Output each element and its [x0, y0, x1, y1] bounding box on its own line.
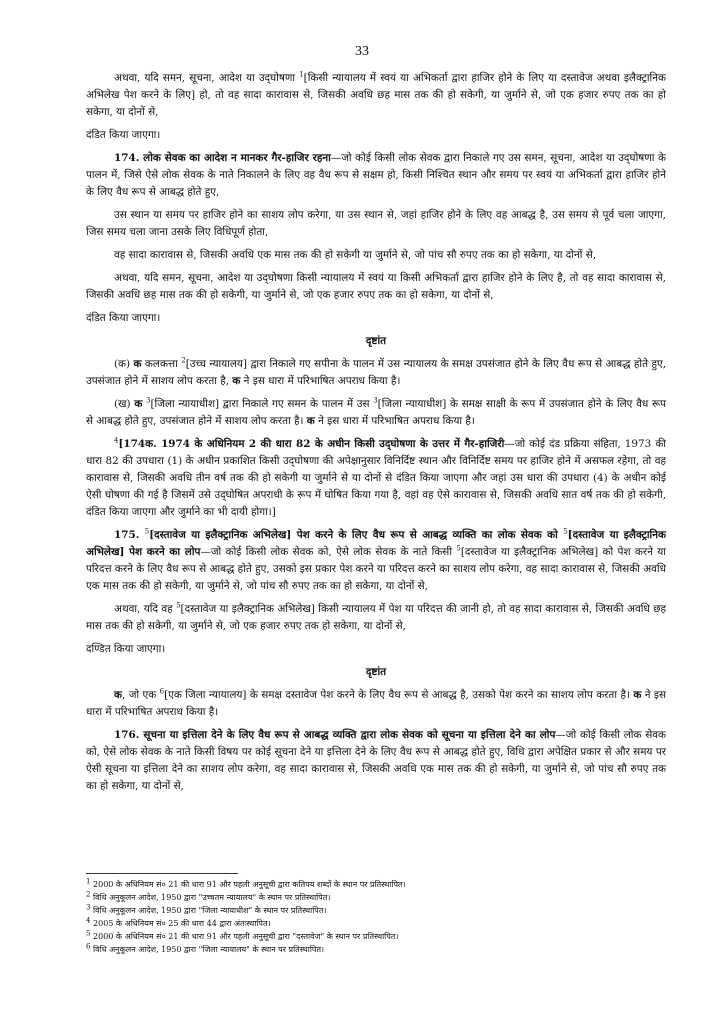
text-run: अथवा, यदि समन, सूचना, आदेश या उद्‌घोषणा किसी न्यायालय में स्वयं या किसी अभिकर्ता द्वारा हाजिर होने के लिए है, तो वह सादा कारावास से, जिसकी अवधि छह मास तक की हो सकेगी, या जुर्माने से, जो एक हजार रुपए तक का हो सकेगा, या दोनों से, — [86, 272, 666, 301]
text-run: कलकत्ता — [141, 358, 182, 370]
text-run: [किसी न्यायालय में स्वयं या अभिकर्ता द्वारा हाजिर होने के लिए या दस्तावेज अथवा इलैक्ट्रानिक अभिलेख पेश करने के लिए] हो, तो वह सादा कारावास से, जिसकी अवधि छह मास तक की हो सकेगी, या जुर्माने से, जो एक हजार रुपए तक का हो सकेगा, या दोनों से, — [86, 72, 666, 118]
footnote-number: 3 — [86, 903, 91, 912]
text-run: ने इस धारा में परिभाषित अपराध किया है। — [314, 415, 475, 427]
footnote-ref: 2 — [181, 356, 186, 365]
footnote-ref: 4 — [114, 436, 119, 445]
footnote — [86, 917, 666, 930]
text-run: दृष्टांत — [365, 335, 387, 347]
footnote-ref: 3 — [373, 396, 378, 405]
footnote-text: विधि अनुकूलन आदेश, 1950 द्वारा "जिला न्यायाधीश" के स्थान पर प्रतिस्थापित। — [90, 906, 327, 915]
paragraph — [86, 356, 666, 390]
footnote-text: 2005 के अधिनियम सं० 25 की धारा 44 द्वारा अंतःस्थापित। — [90, 919, 271, 928]
footnote-ref: 5 — [456, 544, 461, 553]
paragraph — [86, 310, 666, 327]
text-run: , जो एक — [121, 689, 160, 701]
paragraph — [86, 641, 666, 658]
paragraph — [86, 247, 666, 264]
bold-text: क — [232, 375, 241, 387]
bold-text: क — [134, 398, 143, 410]
bold-text: [दस्तावेज या इलैक्ट्रानिक अभिलेख] पेश करने का लोप — [86, 529, 666, 558]
footnote — [86, 878, 666, 891]
footnote-number: 2 — [86, 890, 91, 899]
footnote — [86, 943, 666, 956]
text-run: (क) — [114, 358, 134, 370]
text-run: दण्डित किया जाएगा। — [86, 643, 166, 655]
footnote-ref: 5 — [176, 601, 181, 610]
text-run: —जो कोई दंड प्रक्रिया संहिता, 1973 की धारा 82 की उपधारा (1) के अधीन प्रकाशित किसी उद्‌घोषणा की अपेक्षानुसार विनिर्दिष्ट स्थान और विनिर्दिष्ट समय पर हाजिर होने में असफल रहेगा, तो वह कारावास से, जिसकी अवधि तीन वर्ष तक की हो सकेगी या जुर्माने से या दोनों से दंडित किया जाएगा और जहां उस धारा की उपधारा (4) के अधीन कोई ऐसी घोषणा की गई है जिसमें उसे उद्‌घोषित अपराधी के रूप में घोषित किया गया है, वहां वह ऐसे कारावास से, जिसकी अवधि सात वर्ष तक की हो सकेगी, दंडित किया जाएगा और जुर्माने का भी दायी होगा।] — [86, 438, 666, 518]
text-run: अथवा, यदि समन, सूचना, आदेश या उद्‌घोषणा — [114, 72, 300, 84]
bold-text: 176. सूचना या इत्तिला देने के लिए वैध रूप से आबद्ध व्यक्ति द्वारा लोक सेवक को सूचना या इत्तिला देने का लोप — [114, 729, 556, 741]
paragraph — [86, 270, 666, 304]
footnote — [86, 904, 666, 917]
text-run: —जो कोई किसी लोक सेवक को, ऐसे लोक सेवक के नाते किसी — [200, 546, 457, 558]
footnote — [86, 891, 666, 904]
paragraph — [86, 687, 666, 721]
footnote-divider — [86, 873, 238, 874]
paragraph — [86, 727, 666, 795]
paragraph — [86, 396, 666, 430]
bold-text: क — [306, 415, 315, 427]
paragraph — [86, 150, 666, 201]
paragraph — [86, 601, 666, 635]
text-run: —जो कोई किसी लोक सेवक द्वारा निकाले गए उस समन, सूचना, आदेश या उद्‌घोषणा के पालन में, जिसे ऐसे लोक सेवक के नाते निकालने के लिए वह वैध रूप से सक्षम हो, किसी निश्चित स्थान और समय पर स्वयं या अभिकर्ता द्वारा हाजिर होने के लिए वैध रूप से आबद्ध होते हुए, — [86, 152, 667, 198]
bold-text: क — [633, 689, 642, 701]
text-run: ने इस धारा में परिभाषित अपराध किया है। — [86, 689, 667, 718]
text-run: वह सादा कारावास से, जिसकी अवधि एक मास तक की हो सकेगी या जुर्माने से, जो पांच सौ रुपए तक का हो सकेगा, या दोनों से, — [114, 249, 597, 261]
footnote-ref: 5 — [563, 527, 568, 536]
footnote-ref: 3 — [146, 396, 151, 405]
paragraph — [86, 527, 666, 595]
text-run: [दस्तावेज या इलैक्ट्रानिक अभिलेख] किसी न्यायालय में पेश या परिदत्त की जानी हो, तो वह सादा कारावास से, जिसकी अवधि छह मास तक की हो सकेगी, या जुर्माने से, जो एक हजार रुपए तक हो सकेगा, या दोनों से, — [86, 603, 666, 632]
footnote-text: 2000 के अधिनियम सं० 21 की धारा 91 और पहली अनुसूची द्वारा कतिपय शब्दों के स्थान पर प्रतिस्थापित। — [90, 880, 406, 889]
illustration-heading — [86, 333, 666, 350]
footnote-number: 1 — [86, 877, 91, 886]
bold-text: क — [114, 689, 122, 701]
text-run: [उच्च न्यायालय] द्वारा निकाले गए सपीना के पालन में उस न्यायालय के समक्ष उपसंजात होने के लिए वैध रूप से आबद्ध होते हुए, उपसंजात होने में साशय लोप करता है, — [86, 358, 667, 387]
text-run: [दस्तावेज या इलैक्ट्रानिक अभिलेख] को पेश करने या परिदत्त करने के लिए वैध रूप से आबद्ध होते हुए, उसको इस प्रकार पेश करने या परिदत्त करने का साशय लोप करेगा, वह सादा कारावास से, जिसकी अवधि एक मास तक की हो सकेगी, या जुर्माने से, जो पांच सौ रुपए तक का हो सकेगा, या दोनों से, — [86, 546, 666, 592]
bold-text: 174. लोक सेवक का आदेश न मानकर गैर-हाजिर रहना — [114, 152, 331, 164]
illustration-heading — [86, 664, 666, 681]
bold-text: क — [133, 358, 142, 370]
page-number: 33 — [355, 44, 369, 59]
footnote-ref: 5 — [144, 527, 150, 536]
text-run: [जिला न्यायाधीश] के समक्ष साक्षी के रूप में उपसंजात होने के लिए वैध रूप से आबद्ध होते हुए, उपसंजात होने में साशय लोप करता है। — [86, 398, 666, 427]
footnote-ref: 6 — [159, 687, 165, 696]
footnote-text: 2000 के अधिनियम सं० 21 की धारा 91 और पहली अनुसूची द्वारा "दस्तावेज" के स्थान पर प्रतिस्थापित। — [90, 932, 399, 941]
text-run: दंडित किया जाएगा। — [86, 312, 161, 324]
text-run: —जो कोई किसी लोक सेवक को, ऐसे लोक सेवक के नाते किसी विषय पर कोई सूचना देने या इत्तिला देने के लिए वैध रूप से आबद्ध होते हुए, विधि द्वारा अपेक्षित प्रकार से और समय पर ऐसी सूचना या इत्तिला देने का साशय लोप करेगा, वह सादा कारावास से, जिसकी अवधि एक मास तक की हो सकेगी, या जुर्माने से, जो पांच सौ रुपए तक का हो सकेगा, या दोनों से, — [86, 729, 666, 792]
text-run: उस स्थान या समय पर हाजिर होने का साशय लोप करेगा, या उस स्थान से, जहां हाजिर होने के लिए वह आबद्ध है, उस समय से पूर्व चला जाएगा, जिस समय चला जाना उसके लिए विधिपूर्ण होता, — [86, 209, 666, 238]
paragraph — [86, 207, 666, 241]
footnote-number: 6 — [86, 942, 91, 951]
paragraph — [86, 127, 666, 144]
bold-text: [दस्तावेज या इलैक्ट्रानिक अभिलेख] पेश करने के लिए वैध रूप से आबद्ध व्यक्ति का लोक सेवक को — [149, 529, 564, 541]
footnote — [86, 930, 666, 943]
document-body — [86, 70, 666, 801]
paragraph — [86, 70, 666, 121]
footnote-ref: 1 — [299, 70, 304, 79]
footnote-text: विधि अनुकूलन आदेश, 1950 द्वारा "उच्चतम न्यायालय" के स्थान पर प्रतिस्थापित। — [90, 893, 331, 902]
text-run: (ख) — [114, 398, 135, 410]
text-run: ने इस धारा में परिभाषित अपराध किया है। — [240, 375, 401, 387]
text-run: अथवा, यदि वह — [114, 603, 177, 615]
text-run: दृष्टांत — [365, 666, 387, 678]
bold-text: 175. — [114, 529, 145, 541]
bold-text: [174क. 1974 के अधिनियम 2 की धारा 82 के अधीन किसी उद्‌घोषणा के उत्तर में गैर-हाजिरी — [118, 438, 505, 450]
footnote-text: विधि अनुकूलन आदेश, 1950 द्वारा "जिला न्यायालय" के स्थान पर प्रतिस्थापित। — [90, 945, 325, 954]
text-run: [एक जिला न्यायालय] के समक्ष दस्तावेज पेश करने के लिए वैध रूप से आबद्ध है, उसको पेश करने का साशय लोप करता है। — [164, 689, 634, 701]
text-run: दंडित किया जाएगा। — [86, 129, 161, 141]
footnote-number: 5 — [86, 929, 91, 938]
footnote-number: 4 — [86, 916, 91, 925]
text-run: [जिला न्यायाधीश] द्वारा निकाले गए समन के पालन में उस — [150, 398, 374, 410]
paragraph — [86, 436, 666, 521]
footnotes — [86, 878, 666, 956]
